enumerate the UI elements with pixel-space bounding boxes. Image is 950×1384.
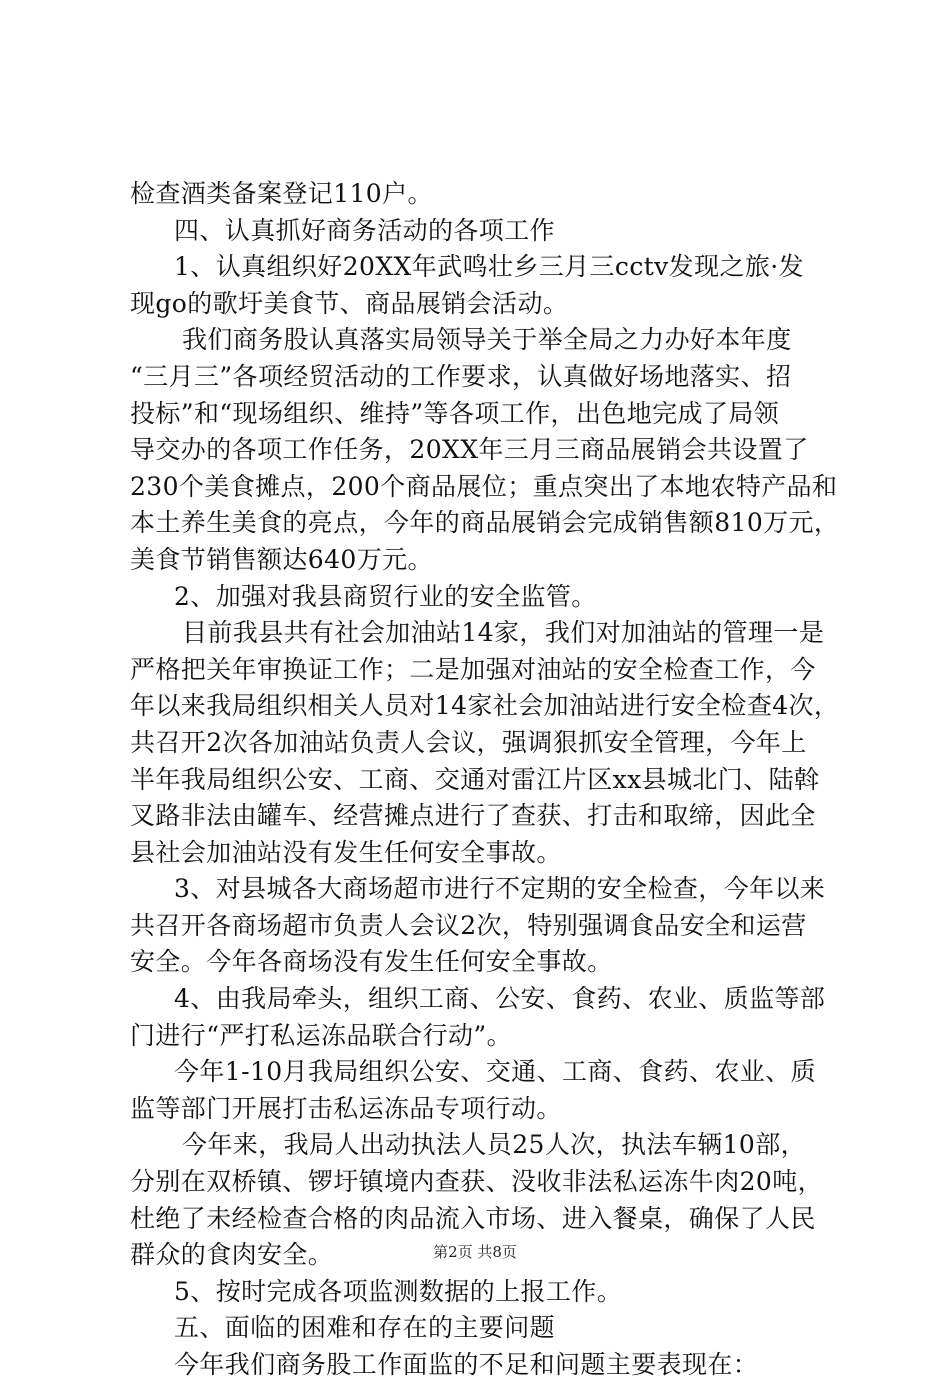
text-line: 半年我局组织公安、工商、交通对雷江片区xx县城北门、陆斡 bbox=[130, 764, 820, 794]
text-line: 安全。今年各商场没有发生任何安全事故。 bbox=[130, 947, 613, 977]
page-number-footer: 第2页 共8页 bbox=[433, 1243, 517, 1261]
text-line: 今年我们商务股工作面监的不足和问题主要表现在： bbox=[174, 1350, 759, 1379]
text-line: 检查酒类备案登记110户。 bbox=[130, 179, 433, 208]
text-line: 杜绝了未经检查合格的肉品流入市场、进入餐桌，确保了人民 bbox=[130, 1203, 816, 1233]
text-line: 年以来我局组织相关人员对14家社会加油站进行安全检查4次， bbox=[130, 691, 840, 721]
text-line: 今年来，我局人出动执法人员25人次，执法车辆10部， bbox=[182, 1130, 807, 1160]
item-heading: 5、按时完成各项监测数据的上报工作。 bbox=[174, 1276, 623, 1306]
text-line: 今年1-10月我局组织公安、交通、工商、食药、农业、质 bbox=[174, 1057, 816, 1087]
text-line: 分别在双桥镇、锣圩镇境内查获、没收非法私运冻牛肉20吨， bbox=[130, 1167, 824, 1197]
text-line: 县社会加油站没有发生任何安全事故。 bbox=[130, 837, 562, 867]
item-heading: 3、对县城各大商场超市进行不定期的安全检查，今年以来 bbox=[174, 874, 826, 904]
text-line: 共召开2次各加油站负责人会议，强调狠抓安全管理，今年上 bbox=[130, 727, 807, 757]
text-line: 美食节销售额达640万元。 bbox=[130, 544, 433, 574]
text-line: 严格把关年审换证工作；二是加强对油站的安全检查工作，今 bbox=[130, 654, 816, 684]
section-heading: 五、面临的困难和存在的主要问题 bbox=[174, 1313, 556, 1343]
text-line: “三月三”各项经贸活动的工作要求，认真做好场地落实、招 bbox=[130, 361, 792, 391]
text-line: 本土养生美食的亮点，今年的商品展销会完成销售额810万元， bbox=[130, 508, 840, 538]
item-heading: 2、加强对我县商贸行业的安全监管。 bbox=[174, 581, 597, 611]
text-line: 230个美食摊点，200个商品展位；重点突出了本地农特产品和 bbox=[130, 471, 838, 501]
text-line: 目前我县共有社会加油站14家，我们对加油站的管理一是 bbox=[182, 618, 825, 648]
text-line: 导交办的各项工作任务，20XX年三月三商品展销会共设置了 bbox=[130, 435, 809, 465]
text-line: 现go的歌圩美食节、商品展销会活动。 bbox=[130, 288, 569, 318]
section-heading: 四、认真抓好商务活动的各项工作 bbox=[174, 215, 556, 245]
item-heading: 4、由我局牵头，组织工商、公安、食药、农业、质监等部 bbox=[174, 984, 826, 1014]
text-line: 群众的食肉安全。 bbox=[130, 1240, 334, 1270]
text-line: 我们商务股认真落实局领导关于举全局之力办好本年度 bbox=[182, 325, 792, 355]
text-line: 门进行“严打私运冻品联合行动”。 bbox=[130, 1020, 512, 1050]
text-line: 监等部门开展打击私运冻品专项行动。 bbox=[130, 1093, 562, 1123]
text-line: 共召开各商场超市负责人会议2次，特别强调食品安全和运营 bbox=[130, 910, 807, 940]
text-line: 叉路非法由罐车、经营摊点进行了查获、打击和取缔，因此全 bbox=[130, 801, 816, 831]
text-line: 投标”和“现场组织、维持”等各项工作，出色地完成了局领 bbox=[130, 398, 780, 428]
item-heading: 1、认真组织好20XX年武鸣壮乡三月三cctv发现之旅·发 bbox=[174, 252, 805, 282]
document-body bbox=[130, 176, 840, 1384]
